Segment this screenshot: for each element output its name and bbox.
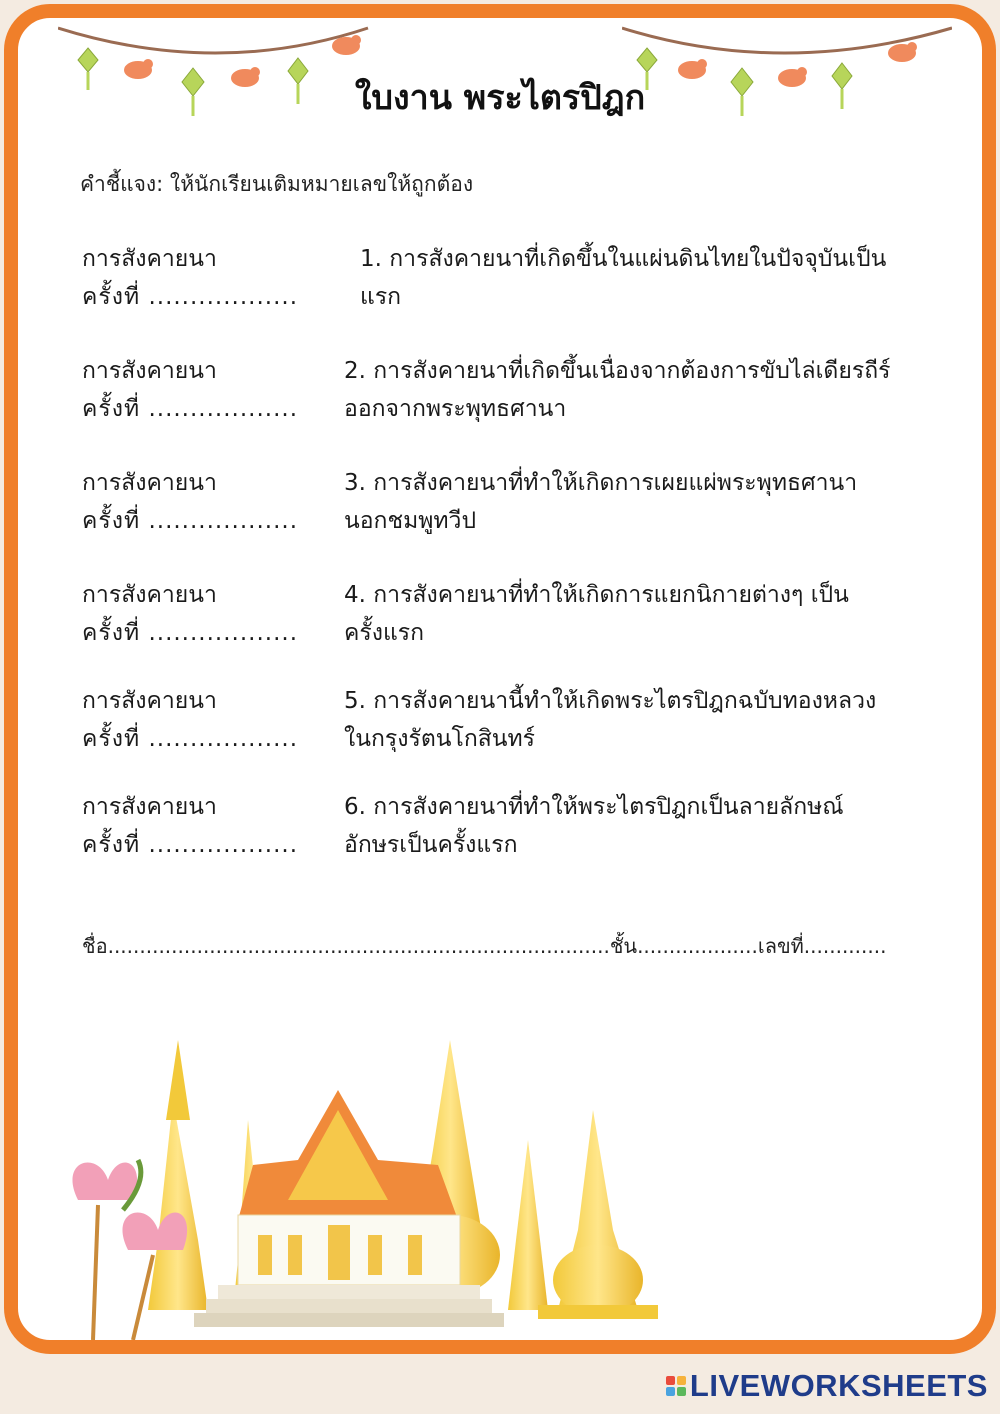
worksheet-title: ใบงาน พระไตรปิฎก xyxy=(354,78,646,118)
temple-illustration xyxy=(38,1010,678,1340)
statement-line1: 5. การสังคายนานี้ทำให้เกิดพระไตรปิฎกฉบับทองหลวง xyxy=(344,688,877,714)
statement-line2: ครั้งแรก xyxy=(344,620,425,646)
instruction-text: คำชี้แจง: ให้นักเรียนเติมหมายเลขให้ถูกต้อง xyxy=(80,172,474,196)
council-number-blank[interactable]: ครั้งที่ .................. xyxy=(82,396,299,422)
statement-line1: 2. การสังคายนาที่เกิดขึ้นเนื่องจากต้องการขับไล่เดียรถีร์ xyxy=(344,358,891,384)
council-number-blank[interactable]: ครั้งที่ .................. xyxy=(82,832,299,858)
matching-row-2 xyxy=(82,352,982,432)
statement-text xyxy=(344,788,984,864)
council-label-line1: การสังคายนา xyxy=(82,794,217,820)
logo-text: LIVEWORKSHEETS xyxy=(689,1368,988,1403)
council-label-line1: การสังคายนา xyxy=(82,582,217,608)
council-number-blank[interactable]: ครั้งที่ .................. xyxy=(82,508,299,534)
statement-line1: 1. การสังคายนาที่เกิดขึ้นในแผ่นดินไทยในปัจจุบันเป็น xyxy=(360,246,887,272)
worksheet-page xyxy=(4,4,996,1354)
council-label-line1: การสังคายนา xyxy=(82,688,217,714)
statement-line2: อักษรเป็นครั้งแรก xyxy=(344,832,518,858)
council-label-line1: การสังคายนา xyxy=(82,246,217,272)
council-number-blank[interactable]: ครั้งที่ .................. xyxy=(82,726,299,752)
council-label xyxy=(82,682,322,758)
council-label xyxy=(82,788,322,864)
statement-line2: แรก xyxy=(360,284,402,310)
council-label xyxy=(82,240,322,316)
statement-text xyxy=(344,682,984,758)
statement-line2: ในกรุงรัตนโกสินทร์ xyxy=(344,726,536,752)
council-label xyxy=(82,576,322,652)
statement-line2: นอกชมพูทวีป xyxy=(344,508,477,534)
council-number-blank[interactable]: ครั้งที่ .................. xyxy=(82,620,299,646)
statement-line1: 6. การสังคายนาที่ทำให้พระไตรปิฎกเป็นลายลักษณ์ xyxy=(344,794,844,820)
matching-row-6 xyxy=(82,788,982,868)
logo-icon xyxy=(666,1376,686,1396)
statement-text xyxy=(360,240,982,316)
matching-row-4 xyxy=(82,576,982,656)
matching-row-1 xyxy=(82,240,982,320)
statement-text xyxy=(344,352,984,428)
council-label-line1: การสังคายนา xyxy=(82,358,217,384)
statement-line1: 3. การสังคายนาที่ทำให้เกิดการเผยแผ่พระพุทธศานา xyxy=(344,470,858,496)
statement-text xyxy=(344,464,984,540)
statement-line2: ออกจากพระพุทธศานา xyxy=(344,396,567,422)
statement-line1: 4. การสังคายนาที่ทำให้เกิดการแยกนิกายต่างๆ เป็น xyxy=(344,582,849,608)
council-number-blank[interactable]: ครั้งที่ .................. xyxy=(82,284,299,310)
council-label xyxy=(82,464,322,540)
liveworksheets-logo xyxy=(666,1368,988,1404)
matching-row-3 xyxy=(82,464,982,544)
matching-row-5 xyxy=(82,682,982,762)
council-label-line1: การสังคายนา xyxy=(82,470,217,496)
statement-text xyxy=(344,576,984,652)
student-info-line[interactable]: ชื่อ...............................................................................ชั้น...................เลขที่............. xyxy=(82,934,887,958)
council-label xyxy=(82,352,322,428)
